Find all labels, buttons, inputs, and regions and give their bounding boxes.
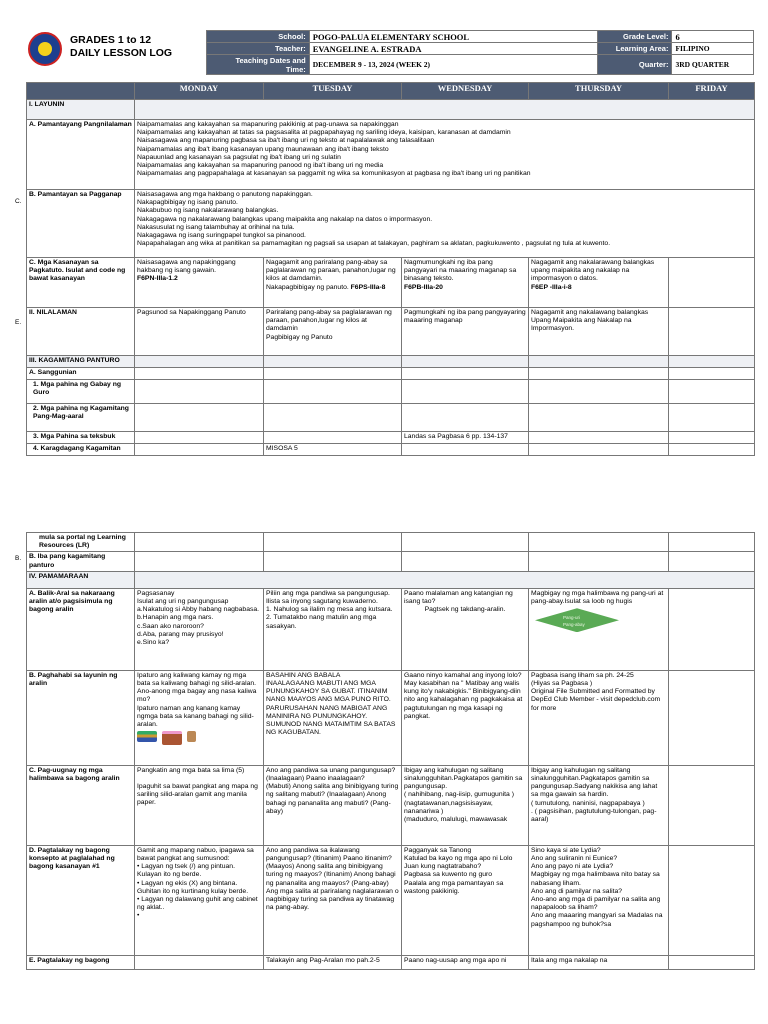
nilalaman-thursday: Nagagamit ang nakalawang balangkas Upang Maipakita ang Nakalap na Impormasyon. — [529, 308, 669, 356]
nilalaman-tuesday: Pariralang pang-abay sa paglalarawan ng paraan, panahon,lugar ng kilos at damdamin Pagbibigay ng Panuto — [264, 308, 402, 356]
label-nilalaman: II. NILALAMAN — [27, 308, 135, 356]
pag-uugnay-monday: Pangkatin ang mga bata sa lima (5) Ipaguhit sa bawat pangkat ang mapa ng sariling silid-aralan gamit ang manila paper. — [135, 765, 264, 845]
label-kagamitan: III. KAGAMITANG PANTURO — [27, 356, 135, 368]
row-kagamitang-pang-mag-aaral — [27, 404, 755, 432]
paghahabi-thursday: Pagbasa isang liham sa ph. 24-25 (Hiyas sa Pagbasa ) Original File Submitted and Formatted by DepEd Club Member - visit depedclub.com for more — [529, 670, 669, 765]
teksbuk-wednesday: Landas sa Pagbasa 6 pp. 134-137 — [402, 432, 529, 444]
classroom-objects-icon — [137, 731, 261, 745]
label-iba-pang-kagamitan: B. Iba pang kagamitang panturo — [27, 552, 135, 571]
pag-uugnay-wednesday: Ibigay ang kahulugan ng salitang sinalungguhitan.Pagkatapos gamitin sa pangungusap. ( nahihibang, nag-iisip, gumugunita ) (nagtatawanan,nagsisisayaw, nananariwa ) (maduduro, malulugi, mawawasak — [402, 765, 529, 845]
lesson-table-page1 — [26, 82, 755, 456]
pagtalakay-2-wednesday: Paano nag-uusap ang mga apo ni — [402, 955, 529, 969]
pag-uugnay-thursday: Ibigay ang kahulugan ng salitang sinalungguhitan.Pagkatapos gamitin sa pangungusap.Sadyang nakikisa ang lahat sa mga gawain sa hardin. ( tumutulong, naninisi, nagpapabaya ) . ( pagsisihan, pagtutulung-tulongan, pag-aaral) — [529, 765, 669, 845]
row-sanggunian — [27, 368, 755, 380]
label-pamantayan-sa-pagganap: B. Pamantayan sa Pagganap — [27, 190, 135, 258]
day-thursday: THURSDAY — [529, 83, 669, 100]
row-nilalaman — [27, 308, 755, 356]
nilalaman-monday: Pagsunod sa Napakinggang Panuto — [135, 308, 264, 356]
label-paghahabi: B. Paghahabi sa layunin ng aralin — [27, 670, 135, 765]
marker-b: B. — [15, 555, 22, 562]
quarter-label: Quarter: — [597, 55, 672, 75]
row-balik-aral — [27, 588, 755, 670]
content-pamantayang-pangnilalaman: Naipamamalas ang kakayahan sa mapanuring pakikinig at pag-unawa sa napakinggan Naipamamalas ang kakayahan at tatas sa pagsasalita at pagpapahayag ng sariling ideya, kaisipan, karanasan at damdamin Naisasagawa ang mapanuring pagbasa sa iba't ibang uri ng teksto at napalalawak ang talasalitaan Naipamamalas ang iba't ibang kasanayan upang maunawaan ang iba't ibang teksto Napauunlad ang kasanayan sa pagsulat ng iba't ibang uri ng sulatin Naipamamalas ang kakayahan sa mapanuring panood ng iba't ibang uri ng media Naipamamalas ang pagpapahalaga at kasanayan sa paggamit ng wika sa komunikasyon at pagbasa ng iba't ibang uri ng panitikan — [135, 120, 755, 190]
pang-uri-pang-abay-diamond: Pang-uri Pang-abay — [535, 608, 619, 632]
row-pamantayang-pangnilalaman — [27, 120, 755, 190]
area-label: Learning Area: — [597, 43, 672, 55]
label-pag-uugnay: C. Pag-uugnay ng mga halimbawa sa bagong aralin — [27, 765, 135, 845]
grade-value: 6 — [672, 31, 754, 43]
label-layunin: I. LAYUNIN — [27, 100, 135, 120]
kasanayan-monday: Naisasagawa ang napakinggang hakbang ng isang gawain. F6PN-IIIa-1.2 — [135, 258, 264, 308]
balik-aral-tuesday: Piliin ang mga pandiwa sa pangungusap. Ilista sa inyong sagutang kuwaderno. 1. Nahulog sa ilalim ng mesa ang kutsara. 2. Tumatakbo nang matulin ang mga sasakyan. — [264, 588, 402, 670]
pagtalakay-1-thursday: Sino kaya si ate Lydia? Ano ang suliranin ni Eunice? Ano ang payo ni ate Lydia? Magbigay ng mga halimbawa nito batay sa nabasang liham. Ano ang di pamilyar na salita? Ano-ano ang mga di pamilyar na salita ang napapaloob sa liham? Ano ang maaaring mangyari sa Madalas na pagshampoo ng buhok?sa — [529, 845, 669, 955]
label-balik-aral: A. Balik-Aral sa nakaraang aralin at/o pagsisimula ng bagong aralin — [27, 588, 135, 670]
page-title — [70, 34, 172, 60]
teacher-label: Teacher: — [207, 43, 310, 55]
paghahabi-tuesday: BASAHIN ANG BABALA INAALAGAANG MABUTI ANG MGA PUNUNGKAHOY SA GUBAT. ITINANIM NANG MAAYOS ANG MGA PUNO RITO. PARURUSAHAN NANG MABIGAT ANG MANINIRA NG PUNUNGKAHOY. SUMUNOD NANG MATAIMTIM SA BATAS NG KAGUBATAN. — [264, 670, 402, 765]
dates-value: DECEMBER 9 - 13, 2024 (WEEK 2) — [309, 55, 597, 75]
row-pagtalakay-1 — [27, 845, 755, 955]
label-pamamaraan: IV. PAMAMARAAN — [27, 571, 135, 588]
label-kagamitang-pang-mag-aaral: 2. Mga pahina ng Kagamitang Pang-Mag-aaral — [27, 404, 135, 432]
school-value: POGO-PALUA ELEMENTARY SCHOOL — [309, 31, 597, 43]
marker-e: E. — [15, 319, 22, 326]
row-karagdagang-kagamitan — [27, 444, 755, 456]
balik-aral-monday: Pagsasanay Isulat ang uri ng pangungusap a.Nakatulog si Abby habang nagbabasa. b.Hanapin ang mga nars. c.Saan ako naroroon? d.Aba, parang may prusisyo! e.Sino ka? — [135, 588, 264, 670]
dates-label: Teaching Dates and Time: — [207, 55, 310, 75]
kasanayan-thursday: Nagagamit ang nakalarawang balangkas upang maipakita ang nakalap na impormasyon o datos. F6EP -IIIa-i-8 — [529, 258, 669, 308]
day-monday: MONDAY — [135, 83, 264, 100]
corner-cell — [27, 83, 135, 100]
label-pagtalakay-1: D. Pagtalakay ng bagong konsepto at paglalahad ng bagong kasanayan #1 — [27, 845, 135, 955]
row-kasanayan — [27, 258, 755, 308]
label-sanggunian: A. Sanggunian — [27, 368, 135, 380]
row-portal — [27, 533, 755, 552]
label-gabay-guro: 1. Mga pahina ng Gabay ng Guro — [27, 380, 135, 404]
content-pamantayan-sa-pagganap: Naisasagawa ang mga hakbang o panutong napakinggan. Nakapagbibigay ng isang panuto. Nakabubuo ng isang nakalarawang balangkas. Nakagagawa ng nakalarawang balangkas upang maipakita ang nakalap na datos o impormasyon. Nakasusulat ng isang talambuhay at orihinal na tula. Nakagagawa ng isang suringpapel tungkol sa pinanood. Napapahalagan ang wika at panitikan sa pamamagitan ng pagsali sa usapan at talakayan, paghiram sa aklatan, pagkukuwento , pagsulat ng tula at kuwento. — [135, 190, 755, 258]
karagdagang-tuesday: MISOSA 5 — [264, 444, 402, 456]
pagtalakay-1-tuesday: Ano ang pandiwa sa ikalawang pangungusap? (Itinanim) Paano itinanim? (Maayos) Anong salita ang binibigyang turing ng maayos? (Itinanim) Anong bahagi ng pananalita ang maayos? (Pang-abay) Ang mga salita at pariralang naglalarawan o nagbibigay turing sa pandiwa ay tinatawag na pang-abay. — [264, 845, 402, 955]
marker-c: C. — [15, 198, 22, 205]
kasanayan-tuesday: Nagagamit ang pariralang pang-abay sa paglalarawan ng paraan, panahon,lugar ng kilos at damdamin. Nakapagbibigay ng panuto. F6PS-IIIa-8 — [264, 258, 402, 308]
row-pamamaraan — [27, 571, 755, 588]
grade-label: Grade Level: — [597, 31, 672, 43]
label-kasanayan: C. Mga Kasanayan sa Pagkatuto. Isulat and code ng bawat kasanayan — [27, 258, 135, 308]
label-karagdagang-kagamitan: 4. Karagdagang Kagamitan — [27, 444, 135, 456]
school-label: School: — [207, 31, 310, 43]
info-table — [206, 30, 754, 75]
lesson-table-page2 — [26, 532, 755, 970]
balik-aral-thursday: Magbigay ng mga halimbawa ng pang-uri at pang-abay.Isulat sa loob ng hugis Pang-uri Pang-abay — [529, 588, 669, 670]
pagtalakay-1-monday: Gamit ang mapang nabuo, ipagawa sa bawat pangkat ang sumusnod: • Lagyan ng tsek (/) ang pintuan. Kulayan ito ng berde. • Lagyan ng ekis (X) ang bintana. Guhitan ito ng kurtinang kulay berde. • Lagyan ng dalawang guhit ang cabinet ng aklat.. • — [135, 845, 264, 955]
day-header-row — [27, 83, 755, 100]
deped-seal-icon — [28, 32, 62, 66]
pagtalakay-1-wednesday: Pagganyak sa Tanong Katulad ba kayo ng mga apo ni Lolo Juan kung nagtatrabaho? Pagbasa sa kuwento ng guro Paalala ang mga pamantayan sa wastong pakikinig. — [402, 845, 529, 955]
label-portal: mula sa portal ng Learning Resources (LR) — [27, 533, 135, 552]
row-pamantayan-sa-pagganap — [27, 190, 755, 258]
label-teksbuk: 3. Mga Pahina sa teksbuk — [27, 432, 135, 444]
row-gabay-guro — [27, 380, 755, 404]
pag-uugnay-tuesday: Ano ang pandiwa sa unang pangungusap? (Inaalagaan) Paano inaalagaan? (Mabuti) Anong salita ang binibigyang turing ng salitang mabuti? (Inaalagaan) Anong bahagi ng pananalita ang mabuti? (Pang-abay) — [264, 765, 402, 845]
paghahabi-monday: Ipaturo ang kaliwang kamay ng mga bata sa kaliwang bahagi ng silid-aralan. Ano-anong mga bagay ang nasa kaliwa mo? Ipaturo naman ang kanang kamay ngmga bata sa kanang bahagi ng silid-aralan. — [135, 670, 264, 765]
day-tuesday: TUESDAY — [264, 83, 402, 100]
pagtalakay-2-tuesday: Talakayin ang Pag-Aralan mo pah.2-5 — [264, 955, 402, 969]
row-paghahabi — [27, 670, 755, 765]
balik-aral-wednesday: Paano malalaman ang katangian ng isang tao? Pagtsek ng takdang-aralin. — [402, 588, 529, 670]
quarter-value: 3RD QUARTER — [672, 55, 754, 75]
row-pag-uugnay — [27, 765, 755, 845]
row-layunin — [27, 100, 755, 120]
day-wednesday: WEDNESDAY — [402, 83, 529, 100]
kasanayan-wednesday: Nagmumungkahi ng iba pang pangyayari na maaaring maganap sa binasang teksto. F6PB-IIIa-20 — [402, 258, 529, 308]
label-pamantayang-pangnilalaman: A. Pamantayang Pangnilalaman — [27, 120, 135, 190]
title-line1: GRADES 1 to 12 — [70, 34, 152, 46]
header — [26, 30, 754, 72]
teacher-value: EVANGELINE A. ESTRADA — [309, 43, 597, 55]
row-kagamitan — [27, 356, 755, 368]
nilalaman-wednesday: Pagmungkahi ng iba pang pangyayaring maaaring maganap — [402, 308, 529, 356]
row-iba-pang-kagamitan — [27, 552, 755, 571]
day-friday: FRIDAY — [669, 83, 755, 100]
area-value: FILIPINO — [672, 43, 754, 55]
row-teksbuk — [27, 432, 755, 444]
row-pagtalakay-2 — [27, 955, 755, 969]
title-line2: DAILY LESSON LOG — [70, 47, 173, 59]
label-pagtalakay-2: E. Pagtalakay ng bagong — [27, 955, 135, 969]
paghahabi-wednesday: Gaano ninyo kamahal ang inyong lolo? May kasabihan na " Matibay ang walis kung ito'y nakabigkis." Binibigyang-diin nito ang kahalagahan ng pagkakaisa at pagtutulungan ng mga kasapi ng pangkat. — [402, 670, 529, 765]
pagtalakay-2-thursday: Itala ang mga nakalap na — [529, 955, 669, 969]
